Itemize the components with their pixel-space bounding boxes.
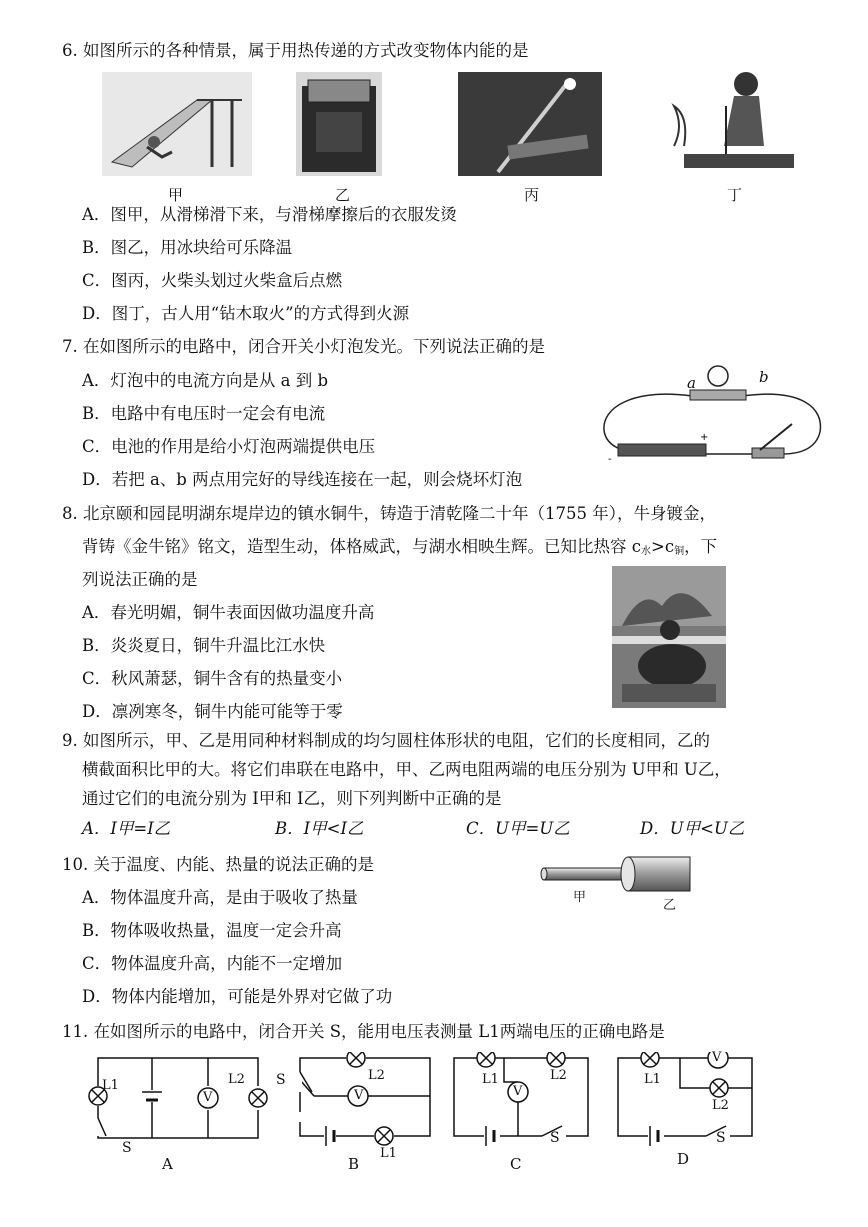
svg-text:+: + [700,432,709,443]
svg-text:-: - [608,454,612,465]
q10-label-yi: 乙 [663,898,677,913]
q9-line-2: 横截面积比甲的大。将它们串联在电路中，甲、乙两电阻两端的电压分别为 U甲和 U乙， [82,760,731,779]
q9-option-d: D．U甲<U乙 [640,819,745,838]
q10-option-d: D．物体内能增加，可能是外界对它做了功 [82,987,393,1006]
q6-caption-bing: 丙 [524,186,540,204]
q9-option-a: A．I甲=I乙 [82,819,171,838]
q11-b-lamp1-label: L1 [380,1146,397,1161]
q11-c-lamp2-label: L2 [550,1068,567,1083]
q11-circuit-c [448,1052,598,1152]
q11-circuit-b [290,1052,440,1152]
q11-c-lamp1-label: L1 [482,1072,499,1087]
q11-circuit-a [82,1052,272,1152]
q11-circuit-d [612,1052,762,1152]
q6-option-c: C．图丙，火柴头划过火柴盒后点燃 [82,271,343,290]
q8-option-b: B．炎炎夏日，铜牛升温比江水快 [82,636,326,655]
q8-line-3: 列说法正确的是 [82,570,198,589]
q11-caption-a: A [162,1155,173,1173]
q6-option-b: B．图乙，用冰块给可乐降温 [82,238,293,257]
q7-option-c: C．电池的作用是给小灯泡两端提供电压 [82,437,376,456]
q10-label-jia: 甲 [573,890,587,905]
q8-option-c: C．秋风萧瑟，铜牛含有的热量变小 [82,669,343,688]
q11-b-switch-label: S [276,1072,286,1088]
q9-line-1: 9. 如图所示，甲、乙是用同种材料制成的均匀圆柱体形状的电阻，它们的长度相同，乙的 [62,731,710,750]
q9-option-c: C．U甲=U乙 [466,819,570,838]
q6-option-d: D．图丁，古人用“钻木取火”的方式得到火源 [82,304,410,323]
q11-a-lamp2-label: L2 [228,1072,245,1087]
q10-option-b: B．物体吸收热量，温度一定会升高 [82,921,342,940]
q10-option-c: C．物体温度升高，内能不一定增加 [82,954,343,973]
q10-resistor-figure [540,854,700,894]
q11-a-lamp1-label: L1 [102,1078,119,1093]
q11-caption-b: B [348,1155,360,1173]
q11-d-voltmeter-label: V [712,1050,722,1065]
q8-option-d: D．凛冽寒冬，铜牛内能可能等于零 [82,702,343,721]
q11-b-lamp2-label: L2 [368,1068,385,1083]
q6-option-a: A．图甲，从滑梯滑下来，与滑梯摩擦后的衣服发烫 [82,205,457,224]
q7-label-a: a [687,374,696,392]
q7-option-a: A．灯泡中的电流方向是从 a 到 b [82,371,329,390]
q6-figure-match [458,72,602,176]
q11-b-voltmeter-label: V [354,1088,364,1103]
q7-stem: 7. 在如图所示的电路中，闭合开关小灯泡发光。下列说法正确的是 [62,337,545,356]
q6-stem: 6. 如图所示的各种情景，属于用热传递的方式改变物体内能的是 [62,41,529,60]
q9-line-3: 通过它们的电流分别为 I甲和 I乙，则下列判断中正确的是 [82,789,502,808]
q11-d-switch-label: S [716,1130,726,1146]
q7-option-d: D．若把 a、b 两点用完好的导线连接在一起，则会烧坏灯泡 [82,470,523,489]
q11-c-switch-label: S [550,1130,560,1146]
q7-circuit-figure [592,358,828,466]
q6-caption-yi: 乙 [335,186,351,204]
q6-figure-fire-drill [654,66,804,176]
q8-line-2: 背铸《金牛铭》铭文，造型生动，体格威武，与湖水相映生辉。已知比热容 $c_水>c_铜$，下 [82,537,718,557]
q8-option-a: A．春光明媚，铜牛表面因做功温度升高 [82,603,375,622]
q10-option-a: A．物体温度升高，是由于吸收了热量 [82,888,358,907]
q7-option-b: B．电路中有电压时一定会有电流 [82,404,326,423]
q6-caption-ding: 丁 [727,186,743,204]
q11-a-switch-label: S [122,1140,132,1156]
q11-caption-c: C [510,1155,522,1173]
q11-stem: 11. 在如图所示的电路中，闭合开关 S，能用电压表测量 L1两端电压的正确电路是 [62,1022,665,1041]
q9-option-b: B．I甲<I乙 [275,819,364,838]
q6-figure-slide [102,72,252,176]
q11-caption-d: D [677,1150,690,1168]
q11-a-voltmeter-label: V [203,1090,213,1105]
q11-d-lamp2-label: L2 [712,1098,729,1113]
q11-c-voltmeter-label: V [513,1084,523,1099]
q8-line-1: 8. 北京颐和园昆明湖东堤岸边的镇水铜牛，铸造于清乾隆二十年（1755 年），牛身镀金， [62,504,716,523]
q10-stem: 10. 关于温度、内能、热量的说法正确的是 [62,855,374,874]
q6-caption-jia: 甲 [168,186,184,204]
q11-d-lamp1-label: L1 [644,1072,661,1087]
q8-bronze-ox-photo [612,566,726,708]
q7-label-b: b [759,368,769,386]
q6-figure-cola-ice [296,72,382,176]
